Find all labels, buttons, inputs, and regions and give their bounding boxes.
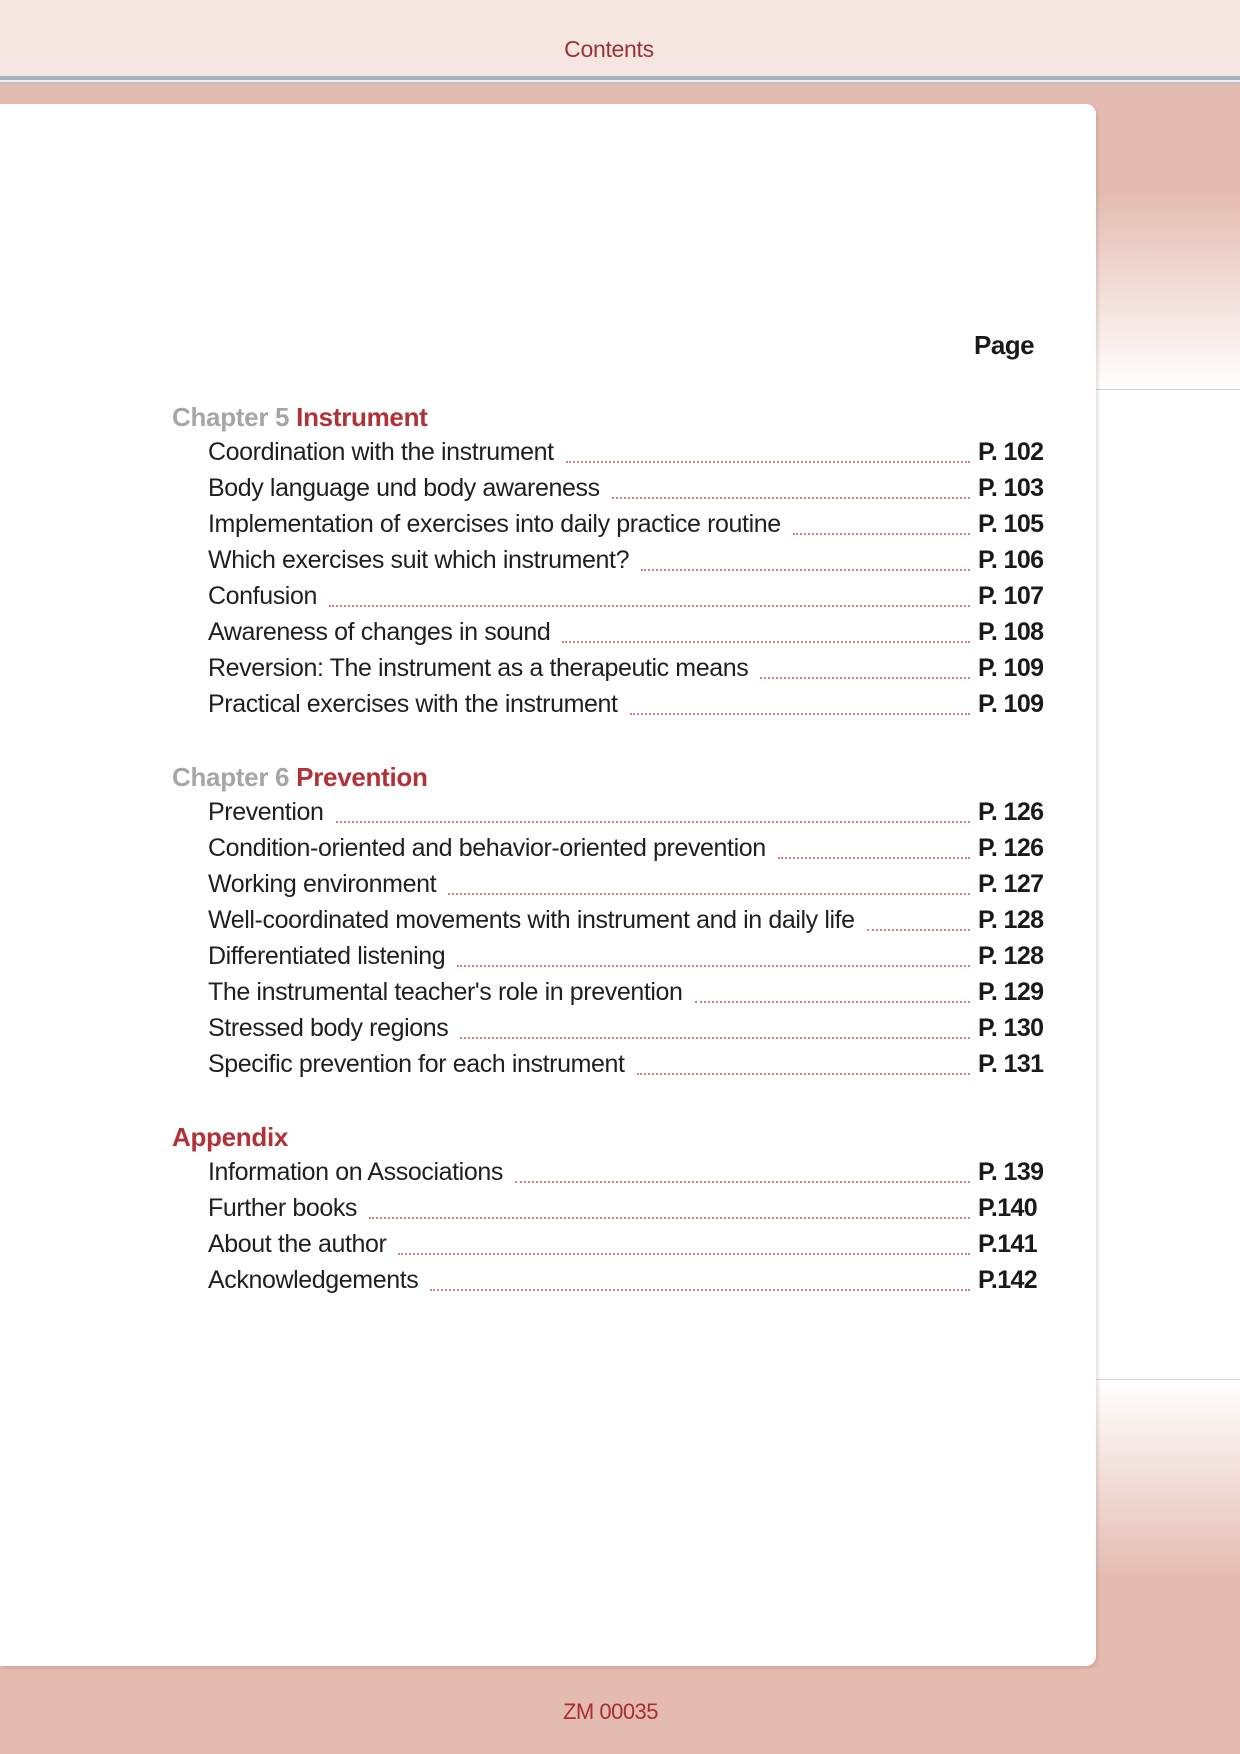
toc-entry-title: Prevention (208, 798, 324, 826)
leader-dots (457, 965, 970, 967)
leader-dots (398, 1253, 970, 1255)
toc-entry-page: P. 105 (978, 510, 1044, 538)
appendix-title: Appendix (172, 1122, 289, 1152)
toc-entry-title: The instrumental teacher's role in prevention (208, 978, 683, 1006)
toc-entry-title: Working environment (208, 870, 437, 898)
toc-entry-page: P. 128 (978, 906, 1044, 934)
toc-entry-page: P. 129 (978, 978, 1044, 1006)
leader-dots (637, 1073, 970, 1075)
toc-entry-title: Further books (208, 1194, 358, 1222)
chapter-heading[interactable] (172, 762, 428, 793)
toc-entry[interactable] (208, 1158, 1048, 1192)
toc-entry-title: Awareness of changes in sound (208, 618, 551, 646)
toc-entry[interactable] (208, 1266, 1048, 1300)
toc-entry-title: Body language und body awareness (208, 474, 600, 502)
toc-entry-page: P. 109 (978, 654, 1044, 682)
side-white-band (1096, 390, 1240, 1380)
leader-dots (460, 1037, 970, 1039)
toc-entry[interactable] (208, 1050, 1048, 1084)
toc-entry[interactable] (208, 978, 1048, 1012)
leader-dots (448, 893, 970, 895)
toc-entry-page: P.140 (978, 1194, 1038, 1222)
toc-entry[interactable] (208, 438, 1048, 472)
toc-entry[interactable] (208, 1194, 1048, 1228)
leader-dots (562, 641, 970, 643)
side-fade-lower (1096, 1380, 1240, 1580)
side-divider-upper (1096, 389, 1240, 390)
leader-dots (760, 677, 970, 679)
toc-entry[interactable] (208, 690, 1048, 724)
toc-entry-title: Condition-oriented and behavior-oriented prevention (208, 834, 766, 862)
leader-dots (641, 569, 970, 571)
leader-dots (566, 461, 970, 463)
toc-entry[interactable] (208, 654, 1048, 688)
toc-entry-title: Differentiated listening (208, 942, 446, 970)
toc-entry[interactable] (208, 546, 1048, 580)
toc-entry[interactable] (208, 870, 1048, 904)
chapter-title: Instrument (296, 402, 428, 432)
leader-dots (630, 713, 970, 715)
toc-entry-page: P. 128 (978, 942, 1044, 970)
leader-dots (867, 929, 970, 931)
page-column-label: Page (974, 330, 1035, 360)
toc-entry[interactable] (208, 798, 1048, 832)
leader-dots (778, 857, 970, 859)
toc-entry-title: Coordination with the instrument (208, 438, 554, 466)
toc-entry-page: P. 131 (978, 1050, 1044, 1078)
toc-entry[interactable] (208, 1230, 1048, 1264)
chapter-heading[interactable] (172, 402, 428, 433)
toc-entry-page: P. 106 (978, 546, 1044, 574)
toc-entry-page: P.141 (978, 1230, 1038, 1258)
running-header-title: Contents (564, 36, 654, 62)
chapter-number: Chapter 5 (172, 402, 290, 432)
leader-dots (612, 497, 970, 499)
toc-entry-title: Reversion: The instrument as a therapeutic means (208, 654, 749, 682)
toc-entry-page: P. 139 (978, 1158, 1044, 1186)
toc-entry-title: Implementation of exercises into daily practice routine (208, 510, 781, 538)
chapter-title: Prevention (296, 762, 428, 792)
leader-dots (336, 821, 970, 823)
footer-code: ZM 00035 (562, 1699, 659, 1724)
toc-entry[interactable] (208, 474, 1048, 508)
toc-entry-title: Confusion (208, 582, 317, 610)
side-fade-upper (1096, 190, 1240, 390)
toc-entry[interactable] (208, 510, 1048, 544)
toc-entry-page: P. 130 (978, 1014, 1044, 1042)
toc-entry[interactable] (208, 618, 1048, 652)
toc-entry-title: Information on Associations (208, 1158, 503, 1186)
toc-entry-title: Specific prevention for each instrument (208, 1050, 625, 1078)
toc-entry-page: P. 126 (978, 798, 1044, 826)
leader-dots (329, 605, 970, 607)
leader-dots (515, 1181, 970, 1183)
toc-entry-title: Which exercises suit which instrument? (208, 546, 630, 574)
chapter-number: Chapter 6 (172, 762, 290, 792)
toc-entry-title: Practical exercises with the instrument (208, 690, 618, 718)
leader-dots (369, 1217, 970, 1219)
toc-entry[interactable] (208, 582, 1048, 616)
toc-entry-title: Acknowledgements (208, 1266, 419, 1294)
toc-entry-page: P. 109 (978, 690, 1044, 718)
toc-entry[interactable] (208, 942, 1048, 976)
toc-entry-page: P. 127 (978, 870, 1044, 898)
toc-entry-page: P.142 (978, 1266, 1038, 1294)
toc-entry-page: P. 107 (978, 582, 1044, 610)
toc-entry[interactable] (208, 906, 1048, 940)
toc-entry-title: Stressed body regions (208, 1014, 449, 1042)
header-band (0, 0, 1240, 76)
toc-entry-page: P. 108 (978, 618, 1044, 646)
toc-entry-title: Well-coordinated movements with instrument and in daily life (208, 906, 855, 934)
toc-entry[interactable] (208, 1014, 1048, 1048)
leader-dots (430, 1289, 970, 1291)
appendix-heading[interactable] (172, 1122, 288, 1153)
side-divider-lower (1096, 1379, 1240, 1380)
toc-entry-page: P. 103 (978, 474, 1044, 502)
toc-entry-page: P. 102 (978, 438, 1044, 466)
toc-entry-page: P. 126 (978, 834, 1044, 862)
toc-entry[interactable] (208, 834, 1048, 868)
toc-entry-title: About the author (208, 1230, 387, 1258)
header-rule-lower (0, 82, 1240, 84)
leader-dots (793, 533, 970, 535)
leader-dots (695, 1001, 970, 1003)
